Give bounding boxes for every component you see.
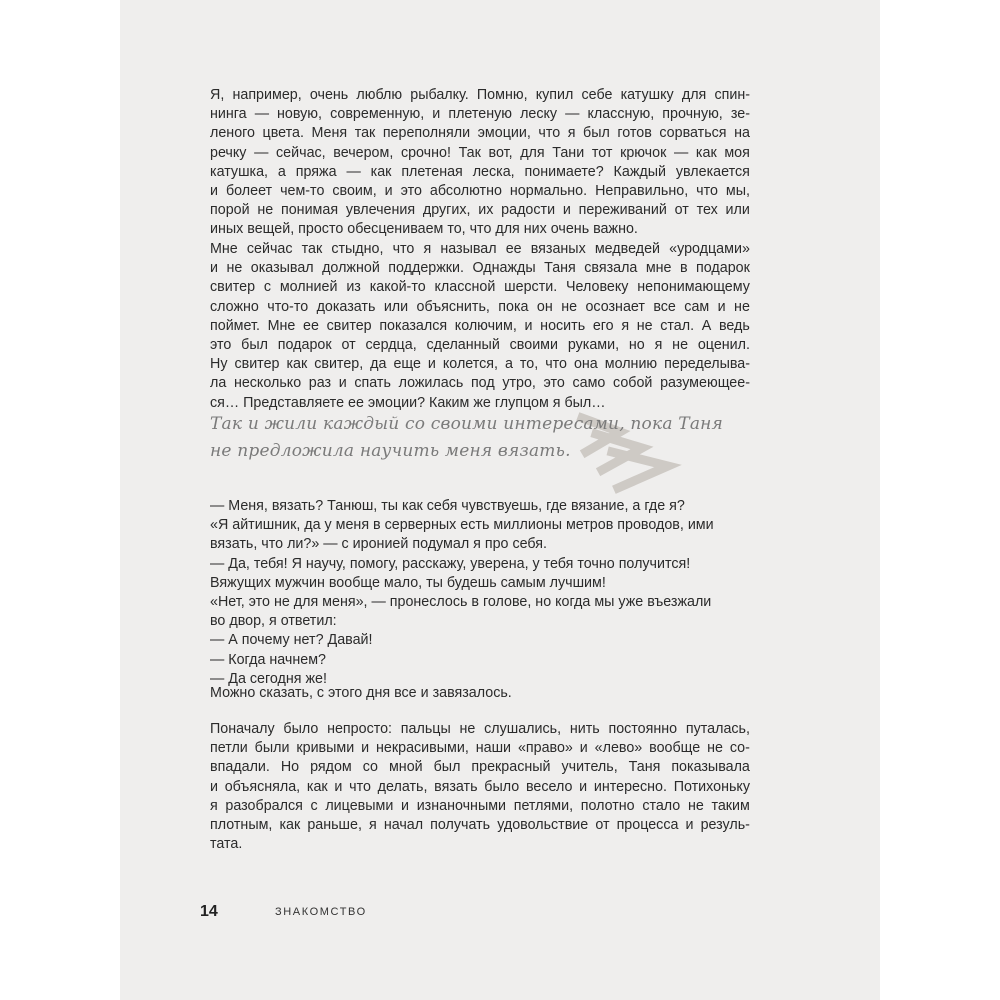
- pull-quote: [210, 411, 810, 465]
- text-line: ла несколько раз и спать ложилась под утро, это само собой разумеющее-: [210, 375, 750, 392]
- section-title: ЗНАКОМСТВО: [275, 906, 367, 918]
- text-line: Я, например, очень люблю рыбалку. Помню, купил себе катушку для спин-: [210, 87, 750, 103]
- text-line: Так и жили каждый со своими интересами, пока Таня: [210, 414, 724, 434]
- text-line: и болеет чем-то своим, и это абсолютно нормально. Неправильно, что мы,: [210, 183, 750, 200]
- text-line: — А почему нет? Давай!: [210, 632, 373, 649]
- text-line: сложно что-то доказать или объяснить, пока он не осознает все сам и не: [210, 298, 750, 315]
- text-line: петли были кривыми и некрасивыми, наши «право» и «лево» вообще не со-: [210, 740, 750, 757]
- text-line: Вяжущих мужчин вообще мало, ты будешь самым лучшим!: [210, 574, 606, 591]
- text-line: Мне сейчас так стыдно, что я называл ее вязаных медведей «уродцами»: [210, 241, 750, 257]
- text-line: ся… Представляете ее эмоции? Каким же глупцом я был…: [210, 394, 606, 411]
- text-line: «Я айтишник, да у меня в серверных есть миллионы метров проводов, ими: [210, 517, 714, 534]
- text-line: во двор, я ответил:: [210, 613, 337, 630]
- dialog-block: [210, 497, 750, 689]
- text-line: «Нет, это не для меня», — пронеслось в голове, но когда мы уже въезжали: [210, 594, 712, 611]
- text-line: речку — сейчас, вечером, срочно! Так вот, для Тани тот крючок — как моя: [210, 144, 750, 161]
- text-line: — Когда начнем?: [210, 651, 326, 668]
- book-page: [120, 0, 880, 1000]
- text-line: и объясняла, как и что делать, вязать было весело и интересно. Потихоньку: [210, 778, 750, 795]
- text-line: — Да сегодня же!: [210, 670, 327, 687]
- paragraph-fishing: [210, 86, 750, 240]
- text-line: и не оказывал должной поддержки. Однажды Таня связала мне в подарок: [210, 260, 750, 277]
- text-line: иных вещей, просто обесцениваем то, что для них очень важно.: [210, 221, 638, 238]
- text-line: катушка, а пряжа — как плетеная леска, понимаете? Каждый увлекается: [210, 163, 750, 180]
- text-line: тата.: [210, 836, 243, 853]
- text-line: свитер с молнией из какой-то классной шерсти. Человеку непонимающему: [210, 279, 750, 296]
- text-line: Можно сказать, с этого дня все и завязалось.: [210, 685, 512, 701]
- text-line: не предложила научить меня вязать.: [210, 441, 571, 461]
- paragraph-learning: [210, 720, 750, 854]
- text-line: вязать, что ли?» — с иронией подумал я про себя.: [210, 536, 548, 553]
- paragraph-sweater: [210, 240, 750, 413]
- paragraph-began: [210, 684, 750, 703]
- text-line: Ну свитер как свитер, да еще и колется, а то, что она молнию переделыва-: [210, 356, 750, 373]
- text-line: поймет. Мне ее свитер показался колючим, и носить его я не стал. А ведь: [210, 317, 750, 334]
- page-number: 14: [200, 903, 218, 920]
- text-line: Поначалу было непросто: пальцы не слушались, нить постоянно путалась,: [210, 721, 750, 737]
- text-line: нинга — новую, современную, и плетеную леску — классную, прочную, зе-: [210, 106, 750, 123]
- text-line: леного цвета. Меня так переполняли эмоции, что я был готов сорваться на: [210, 125, 750, 142]
- text-line: порой не понимая увлечения других, их радости и переживаний от тех или: [210, 202, 750, 219]
- text-line: плотным, как раньше, я начал получать удовольствие от процесса и резуль-: [210, 817, 750, 834]
- text-line: я разобрался с лицевыми и изнаночными петлями, полотно стало не таким: [210, 797, 750, 814]
- text-line: впадали. Но рядом со мной был прекрасный учитель, Таня показывала: [210, 759, 750, 776]
- text-line: — Меня, вязать? Танюш, ты как себя чувствуешь, где вязание, а где я?: [210, 498, 685, 514]
- text-line: — Да, тебя! Я научу, помогу, расскажу, уверена, у тебя точно получится!: [210, 555, 691, 572]
- text-line: это был подарок от сердца, сделанный своими руками, но я не оценил.: [210, 337, 750, 354]
